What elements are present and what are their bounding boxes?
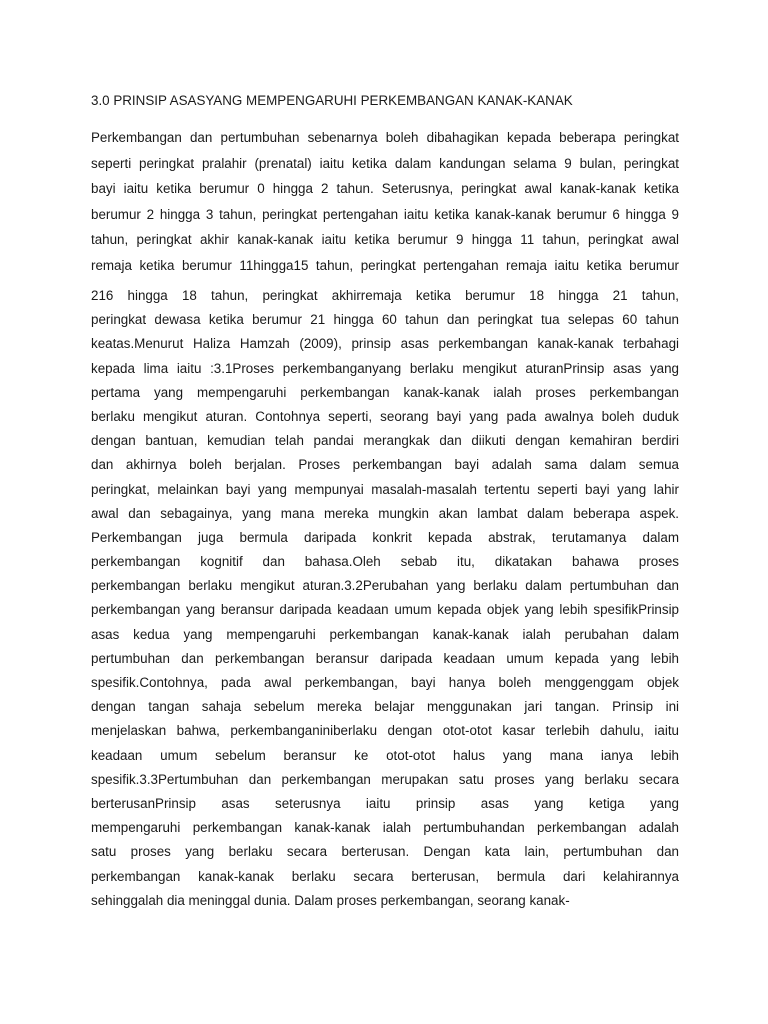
text-line: perkembangan yang beransur daripada keadaan umum kepada objek yang lebih spesifikPrinsip bbox=[91, 602, 679, 618]
text-line: awal dan sebagainya, yang mana mereka mungkin akan lambat dalam beberapa aspek. bbox=[91, 505, 679, 521]
text-line: Perkembangan dan pertumbuhan sebenarnya boleh dibahagikan kepada beberapa peringkat bbox=[91, 130, 679, 145]
text-line: 216 hingga 18 tahun, peringkat akhirremaja ketika berumur 18 hingga 21 tahun, bbox=[91, 288, 679, 303]
paragraph-1 bbox=[91, 125, 679, 279]
text-line: mempengaruhi perkembangan kanak-kanak ialah pertumbuhandan perkembangan adalah bbox=[91, 820, 679, 836]
text-line: spesifik.Contohnya, pada awal perkembangan, bayi hanya boleh menggenggam objek bbox=[91, 675, 679, 690]
text-line: seperti peringkat pralahir (prenatal) iaitu ketika dalam kandungan selama 9 bulan, peringkat bbox=[91, 155, 679, 171]
text-line: dengan bantuan, kemudian telah pandai merangkak dan diikuti dengan kemahiran berdiri bbox=[91, 433, 679, 449]
paragraph-2 bbox=[91, 284, 679, 913]
text-line: pertama yang mempengaruhi perkembangan kanak-kanak ialah proses perkembangan bbox=[91, 384, 679, 400]
text-line: perkembangan kognitif dan bahasa.Oleh sebab itu, dikatakan bahawa proses bbox=[91, 554, 679, 570]
text-line: peringkat, melainkan bayi yang mempunyai masalah-masalah tertentu seperti bayi yang lahir bbox=[91, 481, 679, 497]
text-line: perkembangan berlaku mengikut aturan.3.2Perubahan yang berlaku dalam pertumbuhan dan bbox=[91, 578, 679, 594]
text-line: tahun, peringkat akhir kanak-kanak iaitu ketika berumur 9 hingga 11 tahun, peringkat awal bbox=[91, 232, 679, 248]
text-line: sehinggalah dia meninggal dunia. Dalam proses perkembangan, seorang kanak- bbox=[91, 892, 570, 908]
text-line: dengan tangan sahaja sebelum mereka belajar menggunakan jari tangan. Prinsip ini bbox=[91, 699, 679, 715]
text-line: spesifik.3.3Pertumbuhan dan perkembangan merupakan satu proses yang berlaku secara bbox=[91, 771, 679, 787]
text-line: perkembangan kanak-kanak berlaku secara berterusan, bermula dari kelahirannya bbox=[91, 868, 679, 884]
text-line: keadaan umum sebelum beransur ke otot-otot halus yang mana ianya lebih bbox=[91, 747, 679, 763]
text-line: kepada lima iaitu :3.1Proses perkembanganyang berlaku mengikut aturanPrinsip asas yang bbox=[91, 360, 679, 376]
text-line: bayi iaitu ketika berumur 0 hingga 2 tahun. Seterusnya, peringkat awal kanak-kanak ketika bbox=[91, 181, 679, 197]
section-heading: 3.0 PRINSIP ASASYANG MEMPENGARUHI PERKEMBANGAN KANAK-KANAK bbox=[91, 93, 573, 108]
text-line: peringkat dewasa ketika berumur 21 hingga 60 tahun dan peringkat tua selepas 60 tahun bbox=[91, 312, 679, 328]
text-line: asas kedua yang mempengaruhi perkembangan kanak-kanak ialah perubahan dalam bbox=[91, 626, 679, 642]
text-line: dan akhirnya boleh berjalan. Proses perkembangan bayi adalah sama dalam semua bbox=[91, 457, 679, 473]
text-line: remaja ketika berumur 11hingga15 tahun, peringkat pertengahan remaja iaitu ketika berumur bbox=[91, 257, 679, 273]
text-line: berlaku mengikut aturan. Contohnya seperti, seorang bayi yang pada awalnya boleh duduk bbox=[91, 408, 679, 424]
text-line: Perkembangan juga bermula daripada konkrit kepada abstrak, terutamanya dalam bbox=[91, 529, 679, 545]
text-line: pertumbuhan dan perkembangan beransur daripada keadaan umum kepada yang lebih bbox=[91, 650, 679, 666]
text-line: keatas.Menurut Haliza Hamzah (2009), prinsip asas perkembangan kanak-kanak terbahagi bbox=[91, 336, 679, 352]
text-line: satu proses yang berlaku secara berterusan. Dengan kata lain, pertumbuhan dan bbox=[91, 844, 679, 860]
text-line: berumur 2 hingga 3 tahun, peringkat pertengahan iaitu ketika kanak-kanak berumur 6 hingga 9 bbox=[91, 206, 679, 222]
text-line: berterusanPrinsip asas seterusnya iaitu prinsip asas yang ketiga yang bbox=[91, 795, 679, 811]
text-line: menjelaskan bahwa, perkembanganiniberlaku dengan otot-otot kasar terlebih dahulu, iaitu bbox=[91, 723, 679, 739]
